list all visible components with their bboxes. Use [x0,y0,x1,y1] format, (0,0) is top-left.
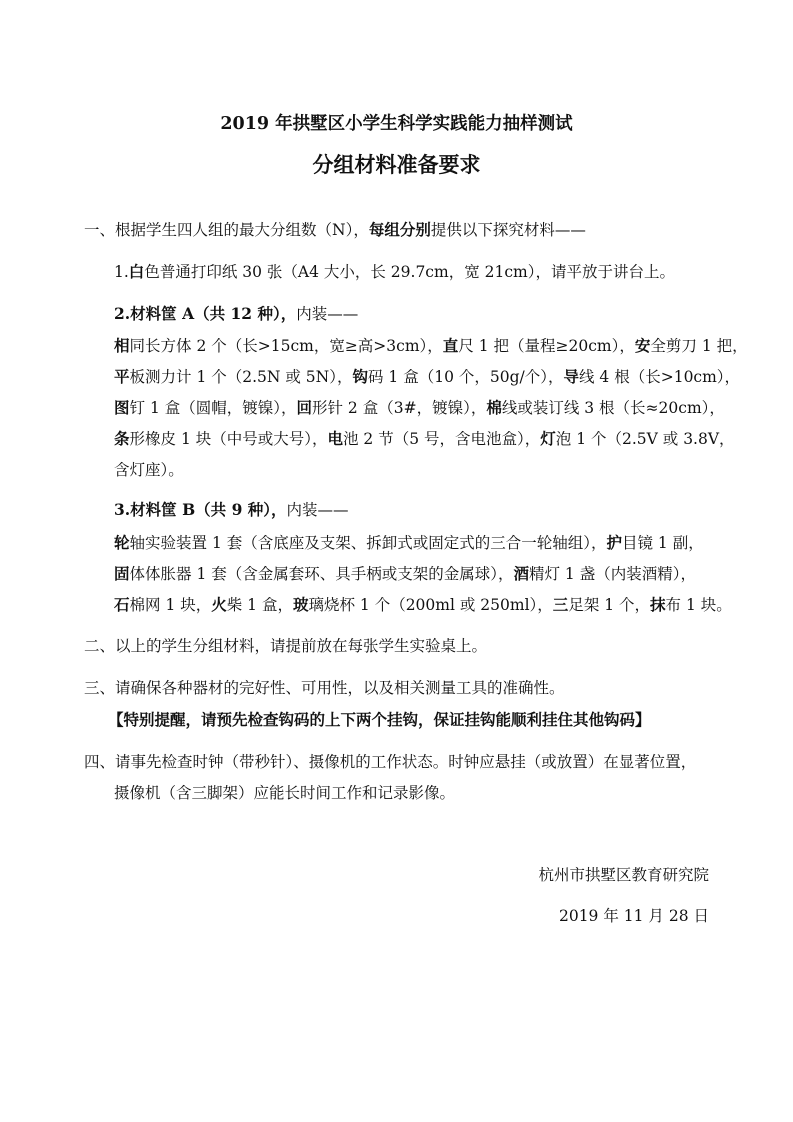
item-2-line-1 [114,336,748,356]
material-text: 泡 1 个（2.5V 或 3.8V， [555,430,735,448]
material-text: 线 4 根（长>10cm）， [579,368,741,386]
material-text: 形橡皮 1 块（中号或大号）， [129,430,328,448]
material-lead: 灯 [540,429,556,448]
section-1-text-a: 一、根据学生四人组的最大分组数（N）， [84,221,369,239]
material-lead: 平 [114,367,130,386]
material-lead: 直 [442,336,459,355]
material-lead: 三 [552,595,569,614]
material-lead: 酒 [513,564,529,583]
material-text: 布 1 块。 [665,596,732,614]
material-lead: 火 [211,595,227,614]
special-reminder: 【特别提醒，请预先检查钩码的上下两个挂钩，保证挂钩能顺利挂住其他钩码】 [108,710,651,729]
material-lead: 固 [114,564,130,583]
material-text: 柴 1 盒， [226,596,293,614]
section-4-line-2: 摄像机（含三脚架）应能长时间工作和记录影像。 [114,784,456,802]
item-2-heading [114,304,358,324]
item-3-line-2 [114,564,696,584]
section-4-line-1: 四、请事先检查时钟（带秒针）、摄像机的工作状态。时钟应悬挂（或放置）在显著位置， [84,753,697,771]
item-3-heading-text: 内装—— [286,501,349,519]
item-3-heading-bold: 3.材料筐 B（共 9 种）， [114,500,287,519]
material-text: 板测力计 1 个（2.5N 或 5N）， [129,368,353,386]
material-text: 目镜 1 副， [622,534,704,552]
item-3-heading [114,500,349,520]
material-text: 全剪刀 1 把， [650,337,748,355]
material-text: 同长方体 2 个（长>15cm，宽≥高>3cm）， [129,337,443,355]
material-lead: 条 [114,429,130,448]
material-text: 精灯 1 盏（内装酒精）， [529,565,696,583]
material-lead: 导 [563,367,579,386]
material-text: 轴实验装置 1 套（含底座及支架、拆卸式或固定式的三合一轮轴组）， [129,534,607,552]
issue-date: 2019 年 11 月 28 日 [558,907,709,925]
item-2-heading-bold: 2.材料筐 A（共 12 种）， [114,304,297,323]
material-text: 码 1 盒（10 个，50g/个）， [368,368,564,386]
section-3: 三、请确保各种器材的完好性、可用性，以及相关测量工具的准确性。 [84,679,565,697]
item-1-lead: 白 [128,262,145,281]
material-lead: 棉 [486,398,502,417]
material-text: 池 2 节（5 号，含电池盒）， [343,430,541,448]
issuer: 杭州市拱墅区教育研究院 [538,866,709,884]
item-2-line-4 [114,429,735,449]
item-2-line-3 [114,398,725,418]
item-1-number: 1. [114,263,129,281]
item-1-text: 色普通打印纸 30 张（A4 大小，长 29.7cm，宽 21cm），请平放于讲台上。 [144,263,675,281]
material-lead: 玻 [292,595,309,614]
item-1 [114,262,675,282]
material-text: 璃烧杯 1 个（200ml 或 250ml）， [308,596,553,614]
material-text: 棉网 1 块， [129,596,212,614]
material-text: 形针 2 盒（3#，镀镍）， [312,399,487,417]
material-lead: 图 [114,398,130,417]
section-1-heading [84,220,586,240]
material-lead: 抹 [650,595,666,614]
material-lead: 钩 [352,367,368,386]
section-1-emphasis: 每组分别 [368,220,431,239]
document-subtitle: 分组材料准备要求 [312,152,481,177]
material-text: 体体胀器 1 套（含金属套环、具手柄或支架的金属球）， [129,565,514,583]
material-lead: 回 [296,398,312,417]
material-text: 钉 1 盒（圆帽，镀镍）， [129,399,297,417]
material-lead: 石 [114,595,130,614]
section-1-text-b: 提供以下探究材料—— [430,221,586,239]
material-lead: 电 [327,429,343,448]
material-lead: 护 [606,533,622,552]
material-lead: 安 [634,336,651,355]
document-title: 2019 年拱墅区小学生科学实践能力抽样测试 [220,114,573,134]
material-text: 足架 1 个， [568,596,651,614]
item-2-heading-text: 内装—— [296,305,359,323]
item-3-line-1 [114,533,704,553]
material-lead: 相 [114,336,130,355]
item-2-line-2 [114,367,740,387]
material-text: 尺 1 把（量程≥20cm）， [458,337,635,355]
material-lead: 轮 [114,533,130,552]
item-2-line-5: 含灯座）。 [114,461,184,479]
item-3-line-3 [114,595,732,615]
material-text: 线或装订线 3 根（长≈20cm）， [501,399,725,417]
section-2: 二、以上的学生分组材料，请提前放在每张学生实验桌上。 [84,637,488,655]
